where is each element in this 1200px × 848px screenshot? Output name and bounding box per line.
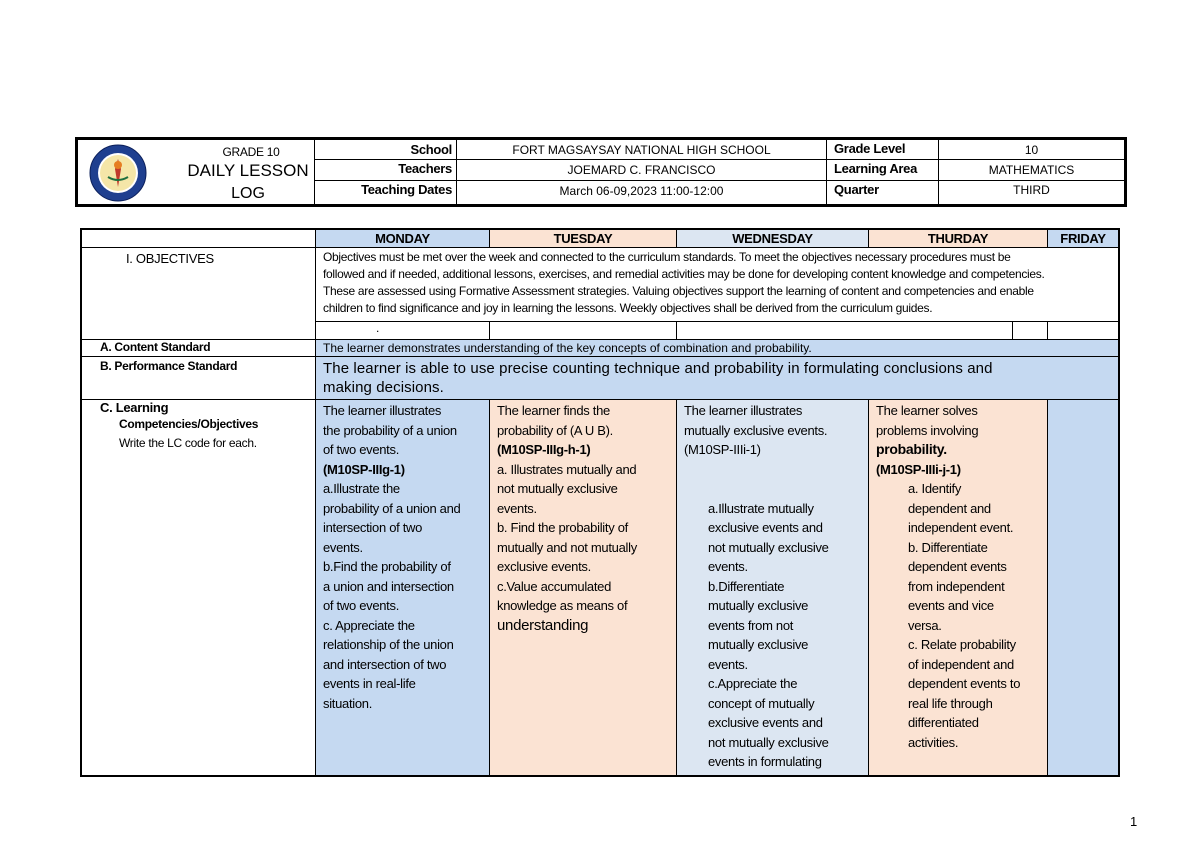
thursday-line: probability. [876, 441, 947, 457]
divider [826, 140, 827, 204]
monday-line: and intersection of two [323, 656, 447, 672]
divider [489, 230, 490, 248]
thursday-line: dependent events [908, 559, 1007, 574]
monday-line: probability of a union and [323, 500, 461, 516]
divider [314, 180, 1124, 181]
wednesday-line: not mutually exclusive [708, 734, 829, 750]
objectives-line: These are assessed using Formative Assessment strategies. Valuing objectives support the learning of content and competencies and enable [323, 284, 1034, 298]
thursday-line: events and vice [908, 598, 994, 613]
monday-competencies [316, 400, 489, 713]
monday-line: the probability of a union [323, 422, 457, 438]
tuesday-line: exclusive events. [497, 559, 591, 574]
wednesday-blank-line [684, 460, 862, 480]
quarter-value: THIRD [1013, 183, 1050, 197]
thursday-line: The learner solves [876, 403, 978, 418]
wednesday-line: c.Appreciate the [708, 676, 798, 691]
thursday-code: (M10SP-IIIi-j-1) [876, 461, 961, 477]
thursday-line: from independent [908, 578, 1005, 594]
monday-line: The learner illustrates [323, 403, 442, 418]
thursday-line: dependent events to [908, 676, 1021, 691]
thursday-line: dependent and [908, 500, 991, 516]
monday-line: c. Appreciate the [323, 617, 415, 633]
page-number: 1 [1130, 814, 1138, 829]
day-header-friday: FRIDAY [1048, 230, 1118, 247]
thursday-line: problems involving [876, 422, 979, 438]
log-title: LOG [231, 185, 265, 202]
day-header-thursday: THURDAY [869, 230, 1047, 247]
divider [489, 321, 490, 339]
thursday-line: independent event. [908, 520, 1014, 535]
wednesday-line: b.Differentiate [708, 578, 785, 594]
divider [1047, 230, 1048, 248]
grade-level-label: Grade Level [834, 141, 906, 156]
learning-area-value: MATHEMATICS [988, 163, 1075, 177]
thursday-sublist [876, 479, 1041, 752]
divider [82, 356, 1118, 357]
wednesday-blank-line [684, 479, 862, 499]
wednesday-line: mutually exclusive events. [684, 422, 828, 438]
performance-line: making decisions. [323, 379, 444, 396]
divider [82, 247, 1118, 248]
divider [1047, 399, 1048, 775]
tuesday-line: not mutually exclusive [497, 481, 618, 496]
monday-line: relationship of the union [323, 637, 454, 652]
divider [868, 230, 869, 248]
objectives-line: Objectives must be met over the week and connected to the curriculum standards. To meet the objectives necessary procedures must be [323, 250, 1011, 264]
school-value: FORT MAGSAYSAY NATIONAL HIGH SCHOOL [512, 143, 771, 157]
objectives-line: followed and if needed, additional lessons, exercises, and remedial activities may be done for developing content knowledge and competencies. [323, 267, 1045, 281]
monday-code: (M10SP-IIIg-1) [323, 461, 405, 477]
monday-line: b.Find the probability of [323, 559, 451, 574]
daily-lesson-title: DAILY LESSON [187, 161, 309, 180]
divider [314, 140, 315, 204]
wednesday-line: a.Illustrate mutually [708, 500, 814, 516]
tuesday-line: b. Find the probability of [497, 520, 628, 535]
divider [1012, 321, 1013, 339]
grade-level-value: 10 [1024, 143, 1039, 157]
thursday-line: versa. [908, 617, 942, 633]
teachers-label: Teachers [398, 161, 452, 176]
lc-code-instruction: Write the LC code for each. [119, 436, 257, 450]
school-label: School [410, 142, 452, 157]
wednesday-line: events. [708, 656, 748, 672]
thursday-line: of independent and [908, 656, 1014, 672]
wednesday-line: mutually exclusive [708, 598, 809, 613]
tuesday-line: c.Value accumulated [497, 578, 612, 594]
objectives-text [323, 249, 1118, 317]
teachers-value: JOEMARD C. FRANCISCO [567, 163, 716, 177]
monday-line: situation. [323, 695, 373, 711]
wednesday-line: not mutually exclusive [708, 539, 829, 555]
thursday-line: a. Identify [908, 481, 962, 496]
tuesday-line: The learner finds the [497, 403, 610, 418]
wednesday-line: The learner illustrates [684, 403, 803, 418]
wednesday-competencies [677, 400, 868, 772]
thursday-competencies [869, 400, 1047, 752]
divider [1047, 321, 1048, 339]
tuesday-line: mutually and not mutually [497, 539, 637, 555]
divider [676, 321, 677, 339]
tuesday-line: understanding [497, 616, 589, 634]
wednesday-line: events from not [708, 617, 794, 633]
tuesday-line: events. [497, 500, 537, 516]
grade-label: GRADE 10 [222, 144, 280, 159]
monday-line: events. [323, 539, 363, 555]
wednesday-line: exclusive events and [708, 520, 823, 535]
divider [316, 321, 1118, 322]
competencies-objectives-label: Competencies/Objectives [119, 417, 259, 431]
friday-column-bg [1048, 400, 1118, 775]
monday-line: of two events. [323, 442, 400, 457]
thursday-line: activities. [908, 734, 959, 750]
monday-line: a.Illustrate the [323, 481, 400, 496]
learning-area-label: Learning Area [834, 161, 918, 176]
tuesday-competencies [490, 400, 676, 635]
teaching-dates-value: March 06-09,2023 11:00-12:00 [559, 184, 724, 198]
monday-line: a union and intersection [323, 578, 454, 594]
teaching-dates-label: Teaching Dates [361, 182, 452, 197]
tuesday-line: a. Illustrates mutually and [497, 461, 637, 477]
wednesday-line: concept of mutually [708, 695, 815, 711]
objectives-line: children to find significance and joy in learning the lessons. Weekly objectives shall be derived from the curriculum guides. [323, 301, 933, 315]
wednesday-line: mutually exclusive [708, 637, 809, 652]
deped-seal-logo [88, 143, 148, 203]
wednesday-line: exclusive events and [708, 715, 823, 730]
thursday-line: c. Relate probability [908, 637, 1016, 652]
thursday-line: b. Differentiate [908, 539, 988, 555]
monday-line: of two events. [323, 598, 400, 613]
divider [676, 230, 677, 248]
day-header-monday: MONDAY [316, 230, 489, 247]
performance-standard-label: B. Performance Standard [100, 359, 238, 373]
dot-mark: . [376, 321, 380, 335]
lesson-log-table [80, 228, 1120, 777]
performance-standard-text [323, 359, 1113, 397]
monday-line: events in real-life [323, 676, 416, 691]
day-header-tuesday: TUESDAY [490, 230, 676, 247]
monday-line: intersection of two [323, 520, 423, 535]
thursday-line: differentiated [908, 715, 979, 730]
tuesday-line: probability of (A U B). [497, 422, 613, 438]
tuesday-code: (M10SP-IIIg-h-1) [497, 442, 591, 457]
wednesday-sublist [684, 499, 862, 772]
objectives-label: I. OBJECTIVES [126, 251, 214, 266]
wednesday-line: events. [708, 559, 748, 574]
content-standard-text: The learner demonstrates understanding of the key concepts of combination and probability. [323, 341, 812, 355]
performance-line: The learner is able to use precise counting technique and probability in formulating conclusions and [323, 360, 993, 377]
quarter-label: Quarter [834, 182, 879, 197]
tuesday-line: knowledge as means of [497, 598, 628, 613]
thursday-line: real life through [908, 695, 993, 711]
wednesday-line: events in formulating [708, 754, 822, 769]
divider [314, 159, 1124, 160]
day-header-wednesday: WEDNESDAY [677, 230, 868, 247]
content-standard-label: A. Content Standard [100, 340, 211, 354]
header-table [75, 137, 1127, 207]
wednesday-code: (M10SP-IIIi-1) [684, 442, 761, 457]
learning-label: C. Learning [100, 400, 169, 415]
